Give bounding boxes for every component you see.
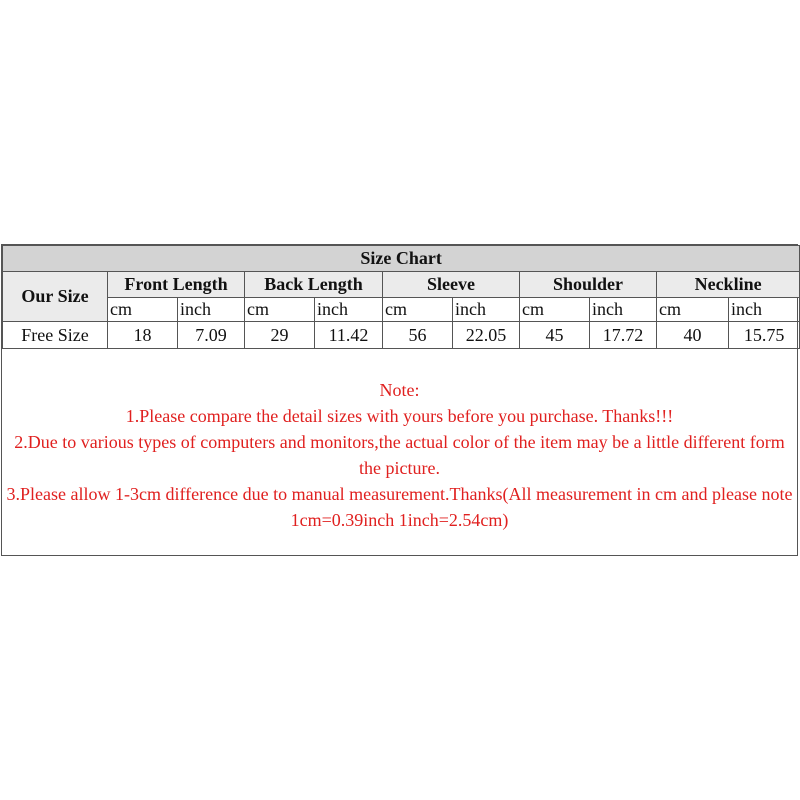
neckline-cm: 40 <box>657 322 729 349</box>
chart-title: Size Chart <box>3 246 800 272</box>
back-length-cm: 29 <box>245 322 315 349</box>
note-line-3: 3.Please allow 1-3cm difference due to manual measurement.Thanks(All measurement in cm and please note 1cm=0.39inch 1inch=2.54cm) <box>6 484 793 530</box>
table-row <box>3 322 800 349</box>
back-length-inch: 11.42 <box>315 322 383 349</box>
unit-inch: inch <box>315 298 383 322</box>
front-length-header: Front Length <box>108 272 245 298</box>
note-heading: Note: <box>379 380 420 400</box>
unit-inch: inch <box>729 298 800 322</box>
size-chart <box>1 244 798 556</box>
front-length-cm: 18 <box>108 322 178 349</box>
unit-cm: cm <box>657 298 729 322</box>
unit-inch: inch <box>590 298 657 322</box>
unit-inch: inch <box>453 298 520 322</box>
unit-cm: cm <box>520 298 590 322</box>
our-size-header: Our Size <box>3 272 108 322</box>
note-line-1: 1.Please compare the detail sizes with yours before you purchase. Thanks!!! <box>125 406 674 426</box>
sleeve-header: Sleeve <box>383 272 520 298</box>
size-table <box>2 245 800 349</box>
sleeve-cm: 56 <box>383 322 453 349</box>
shoulder-header: Shoulder <box>520 272 657 298</box>
unit-inch: inch <box>178 298 245 322</box>
shoulder-cm: 45 <box>520 322 590 349</box>
unit-cm: cm <box>108 298 178 322</box>
unit-cm: cm <box>383 298 453 322</box>
back-length-header: Back Length <box>245 272 383 298</box>
sleeve-inch: 22.05 <box>453 322 520 349</box>
shoulder-inch: 17.72 <box>590 322 657 349</box>
neckline-header: Neckline <box>657 272 800 298</box>
front-length-inch: 7.09 <box>178 322 245 349</box>
size-label: Free Size <box>3 322 108 349</box>
neckline-inch: 15.75 <box>729 322 800 349</box>
note-line-2: 2.Due to various types of computers and monitors,the actual color of the item may be a little different form the picture. <box>14 432 785 478</box>
notes-section <box>2 377 797 533</box>
unit-cm: cm <box>245 298 315 322</box>
